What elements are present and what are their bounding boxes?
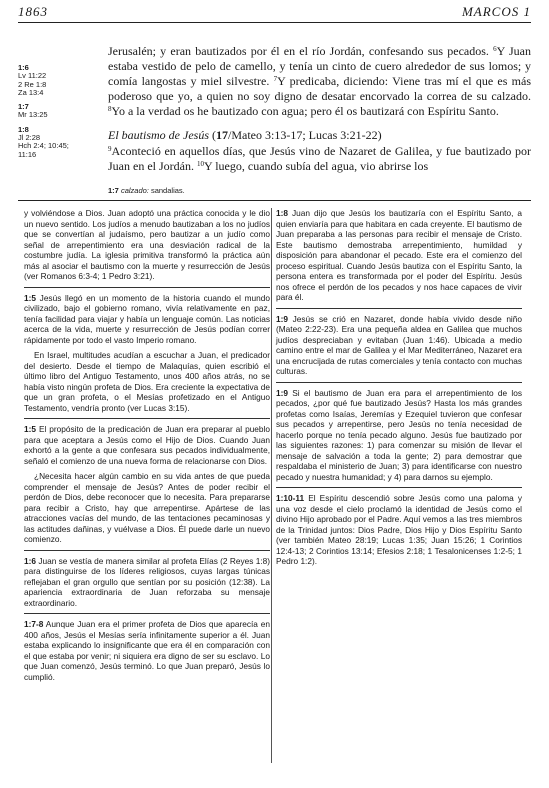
note-ref: 1:9 <box>276 313 288 324</box>
verse-8: Yo a la verdad os he bautizado con agua; pero él os bautizará con Espíritu Santo. <box>111 104 499 119</box>
study-note <box>276 208 522 303</box>
xref-item: Hch 2:4; 10:45; <box>18 141 69 151</box>
verse-number: 9 <box>108 144 112 153</box>
xref-verse: 1:8 <box>18 124 29 134</box>
note-text: Jesús se crió en Nazaret, donde había vivido desde niño (Mateo 2:22-23). Era una pequeña aldea en Galilea que muchos judíos despreciaban y evitaban (Juan 1:46). Ubicada a medio camino entre el mar de Galilea y el Mar Mediterráneo, Nazaret era una encrucijada de rutas comerciales y tenía contacto con muchas culturas. <box>276 313 522 376</box>
verse-number: 6 <box>493 45 497 53</box>
note-text: Juan dijo que Jesús los bautizaría con el Espíritu Santo, a quien enviaría para que habitara en cada creyente. El bautismo de Juan preparaba a las personas para recibir el mensaje de Cristo. Este bautismo demostraba arrepentimiento, humildad y disposición para abandonar el pecado. Este era el comienzo del proceso espiritual. Cuando Jesús bautiza con el Espíritu Santo, la persona entera es transformada por el poder del Espíritu. Jesús nos ofrece el perdón de los pecados y nos hace capaces de vivir para él. <box>276 208 522 302</box>
study-notes-right-column <box>276 208 522 572</box>
scripture-paragraph <box>108 144 531 174</box>
note-separator <box>276 487 522 488</box>
note-text: Aunque Juan era el primer profeta de Dios que aparecía en 400 años, Jesús el Mesías sería infinitamente superior a él. Juan estaba explicando lo insignificante que era él en comparación con el que estaba por venir; ni siquiera era digno de ser su esclavo. Lo que Juan comenzó, Jesús terminó. Lo que Juan preparó, Jesús lo cumplió. <box>24 619 270 682</box>
section-heading: El bautismo de Jesús (17/Mateo 3:13-17; Lucas 3:21-22) <box>108 128 382 143</box>
xref-item: Za 13:4 <box>18 87 44 97</box>
xref-verse: 1:7 <box>18 102 29 112</box>
scripture-text <box>108 44 531 174</box>
column-divider <box>271 208 272 763</box>
note-text: Si el bautismo de Juan era para el arrepentimiento de los pecados, ¿por qué fue bautizado Jesús? Hasta los más grandes profetas como Isaías, Jeremías y Ezequiel tuvieron que confesar sus pecados y arrepentirse, pero Jesús no tenía necesidad de hacerlo porque no tenía pecado alguno. Jesús fue bautizado por las siguientes razones: 1) para comenzar su misión de llevar el mensaje de salvación a toda la gente; 2) para demostrar que respaldaba el ministerio de Juan; 3) para identificarse con nuestro pecado y nuestra humanidad; y 4) para darnos su ejemplo. <box>276 387 522 482</box>
scripture-paragraph <box>108 44 531 119</box>
study-note <box>24 350 270 413</box>
note-text: Juan se vestía de manera similar al profeta Elías (2 Reyes 1:8) para distinguirse de los líderes religiosos, cuyas largas túnicas reflejaban el gran orgullo que sentían por su posición (12:38). La apariencia extraordinaria de Juan reforzaba su mensaje extraordinario. <box>24 555 270 608</box>
xref-item: 2 Re 1:8 <box>18 79 47 89</box>
verse-5-end: Jerusalén; y eran bautizados por él en el río Jordán, confesando sus pecados. <box>108 44 489 58</box>
note-separator <box>276 382 522 383</box>
note-ref: 1:9 <box>276 387 288 398</box>
xref-item: 11:16 <box>18 149 37 159</box>
verse-number: 8 <box>108 105 112 114</box>
study-notes-rule <box>18 200 531 201</box>
verse-number: 7 <box>273 75 278 84</box>
study-note <box>276 493 522 567</box>
footnote-text: sandalias. <box>150 186 185 195</box>
note-separator <box>276 308 522 309</box>
xref-item: Jl 2:28 <box>18 133 41 143</box>
note-text: El propósito de la predicación de Juan era preparar al pueblo para que aceptara a Jesús como el Hijo de Dios. Cuando Juan exhortó a la gente a que confesara sus pecados individualmente, señaló el comienzo de una nueva forma de relacionarse con Dios. <box>24 424 270 466</box>
study-note <box>24 619 270 682</box>
cross-references <box>18 64 90 165</box>
xref-verse: 1:6 <box>18 63 29 72</box>
study-note <box>24 556 270 609</box>
note-ref: 1:10-11 <box>276 493 305 503</box>
section-ref-number: 17 <box>216 128 228 143</box>
note-text: Jesús llegó en un momento de la historia cuando el mundo civilizado, bajo el gobierno romano, vivía relativamente en paz, tenía facilidad para viajar y había un lenguaje común. Las noticias acerca de la vida, muerte y resurrección de Jesús podían correr rápidamente por todo el vasto Imperio romano. <box>24 292 270 345</box>
verse-7: Y predicaba, diciendo: Viene tras mí el que es más poderoso que yo, a quien no soy digno de desatar encorvado la correa de su calzado. <box>108 74 531 104</box>
note-ref: 1:5 <box>24 292 36 303</box>
note-text: En Israel, multitudes acudían a escuchar a Juan, el predicador del desierto. Desde el tiempo de Malaquías, quien escribió el último libro del Antiguo Testamento, unos 400 años atrás, no se había visto ningún profeta de Dios. Era creciente la expectativa de que un gran profeta, o el Mesías profetizado en el Antiguo Testamento, vendría pronto (ver Lucas 3:15). <box>24 350 270 413</box>
note-text: El Espíritu descendió sobre Jesús como una paloma y una voz desde el cielo proclamó la identidad de Jesús como el divino Hijo aprobado por el Padre. Aquí vemos a las tres miembros de la Trinidad juntos: Dios Padre, Dios Hijo y Dios Espíritu Santo (ver también Mateo 28:19; Lucas 1:35; Juan 15:26; 1 Corintios 12:4-13; 2 Corintios 13:14; Efesios 2:18; 1 Tesalonicenses 1:2-5; 1 Pedro 1:2). <box>276 493 522 566</box>
book-chapter-title: MARCOS 1 <box>461 4 531 19</box>
study-note <box>276 388 522 483</box>
verse-6: Y Juan estaba vestido de pelo de camello, y tenía un cinto de cuero alrededor de sus lomos; y comía langostas y miel silvestre. <box>108 44 532 89</box>
section-title: El bautismo de Jesús <box>108 128 209 143</box>
verse-number: 10 <box>196 159 204 168</box>
page-header <box>18 4 531 23</box>
xref-group <box>18 126 90 159</box>
footnote-term: calzado: <box>120 186 149 195</box>
note-ref: 1:6 <box>24 555 36 566</box>
section-parallel-refs: /Mateo 3:13-17; Lucas 3:21-22) <box>228 128 382 143</box>
study-note <box>24 471 270 545</box>
study-notes-left-column <box>24 208 270 687</box>
note-ref: 1:5 <box>24 424 36 434</box>
note-separator <box>24 613 270 614</box>
note-ref: 1:7-8 <box>24 619 44 629</box>
xref-group <box>18 64 90 97</box>
note-separator <box>24 418 270 419</box>
page-number: 1863 <box>18 4 48 19</box>
footnote <box>108 186 531 195</box>
study-note <box>24 293 270 346</box>
verse-10: Y luego, cuando subía del agua, vio abrirse los <box>203 158 429 173</box>
note-text: y volviéndose a Dios. Juan adoptó una práctica conocida y le dio un nuevo sentido. Los judíos a menudo bautizaban a los no judíos que se convertían al judaísmo, pero bautizar a un judío como señal de arrepentimiento era una desviación radical de la costumbre judía. La iglesia primitiva transformó la práctica aún más al asociar el bautismo con la muerte y resurrección de Jesús (ver Romanos 6:3-4; 1 Pedro 3:21). <box>24 208 270 281</box>
study-note <box>24 208 270 282</box>
xref-group <box>18 103 90 120</box>
footnote-ref: 1:7 <box>108 186 119 195</box>
note-separator <box>24 287 270 288</box>
xref-item: Lv 11:22 <box>18 71 47 81</box>
study-note <box>276 314 522 377</box>
note-ref: 1:8 <box>276 208 288 218</box>
note-text: ¿Necesita hacer algún cambio en su vida antes de que pueda comprender el mensaje de Jesús? Antes de poder recibir el perdón de Dios, debe reconocer que lo necesita. Para prepararse para recibir a Cristo, hay que arrepentirse. Apártese de las atracciones vacías del mundo, de las tentaciones pecaminosas y las actitudes dañinas, y vuélvase a Dios. Él puede darle un nuevo comienzo. <box>24 471 270 544</box>
xref-item: Mr 13:25 <box>18 110 48 120</box>
note-separator <box>24 550 270 551</box>
study-note <box>24 424 270 466</box>
verse-9: Aconteció en aquellos días, que Jesús vino de Nazaret de Galilea, y fue bautizado por Juan en el Jordán. <box>108 143 531 173</box>
